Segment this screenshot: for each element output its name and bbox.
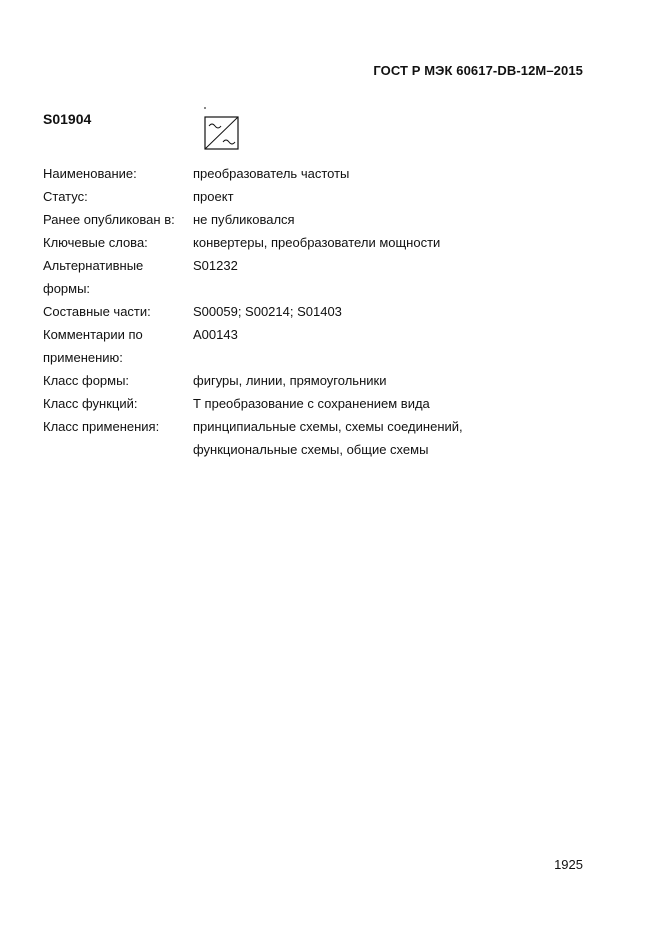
property-value (193, 346, 603, 369)
symbol-code: S01904 (43, 111, 92, 127)
property-row (43, 323, 603, 346)
property-label (43, 438, 193, 461)
property-row (43, 185, 603, 208)
property-label: Альтернативные (43, 258, 144, 273)
property-row (43, 369, 603, 392)
property-row (43, 254, 603, 277)
property-label: Ранее опубликован в: (43, 212, 175, 227)
property-label: Комментарии по (43, 327, 143, 342)
property-row (43, 438, 603, 461)
property-value: преобразователь частоты (193, 166, 350, 181)
property-value: принципиальные схемы, схемы соединений, (193, 419, 463, 434)
property-label: применению: (43, 350, 123, 365)
property-label: Класс формы: (43, 373, 130, 388)
property-row (43, 277, 603, 300)
symbol-properties-list (43, 162, 603, 461)
property-value: S00059; S00214; S01403 (193, 304, 342, 319)
property-label: формы: (43, 281, 91, 296)
property-row (43, 346, 603, 369)
property-row (43, 300, 603, 323)
property-label: Статус: (43, 189, 88, 204)
frequency-converter-symbol-icon (200, 104, 242, 152)
property-value: конвертеры, преобразователи мощности (193, 235, 441, 250)
property-row (43, 208, 603, 231)
property-label: Составные части: (43, 304, 151, 319)
page-number: 1925 (554, 857, 583, 872)
property-value: S01232 (193, 258, 238, 273)
property-label: Класс применения: (43, 419, 160, 434)
property-label: Ключевые слова: (43, 235, 148, 250)
property-row (43, 231, 603, 254)
property-value: не публиковался (193, 212, 295, 227)
property-value: Т преобразование с сохранением вида (193, 396, 430, 411)
property-value: проект (193, 189, 234, 204)
property-row (43, 415, 603, 438)
property-value: функциональные схемы, общие схемы (193, 442, 429, 457)
property-value (193, 277, 603, 300)
property-label: Наименование: (43, 166, 137, 181)
property-label: Класс функций: (43, 396, 138, 411)
property-value: A00143 (193, 327, 238, 342)
property-value: фигуры, линии, прямоугольники (193, 373, 387, 388)
standard-designation: ГОСТ Р МЭК 60617-DB-12M–2015 (373, 63, 583, 78)
property-row (43, 162, 603, 185)
property-row (43, 392, 603, 415)
